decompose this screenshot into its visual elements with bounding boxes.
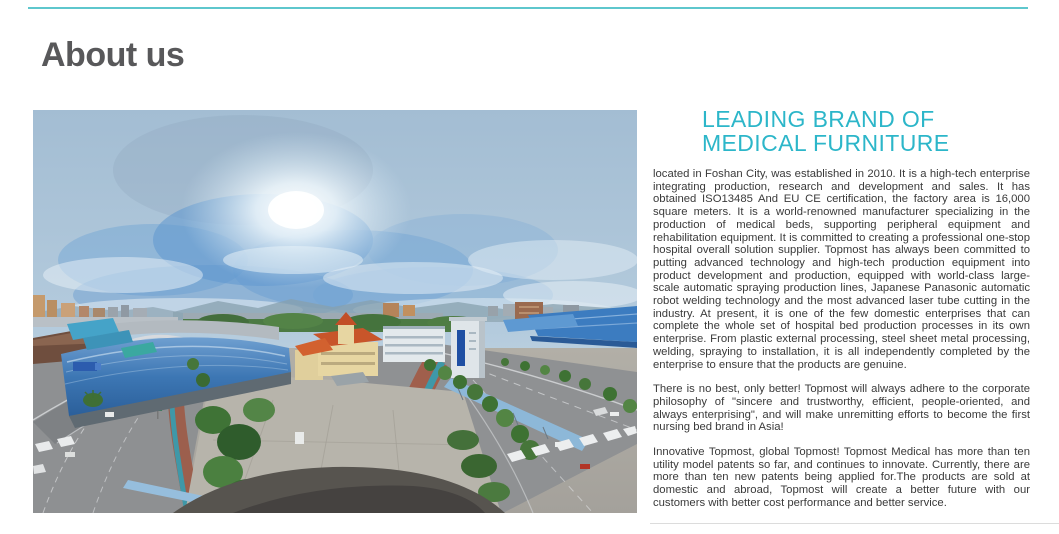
about-paragraph: Innovative Topmost, global Topmost! Topmost Medical has more than ten utility model patents so far, and continues to innovate. Currently, there are more than ten new patents being applied for.The products are sold at domestic and abroad, Topmost will create a better future with our customers with better cost performance and better service. — [653, 446, 1030, 509]
bottom-divider — [650, 523, 1059, 524]
top-divider — [28, 7, 1028, 9]
factory-panorama-image — [33, 110, 637, 513]
about-paragraph: There is no best, only better! Topmost will always adhere to the corporate philosophy of "sincere and trustworthy, efficient, people-oriented, and always enterprising", and will make unremitting efforts to become the first nursing bed brand in Asia! — [653, 383, 1030, 434]
about-paragraph: located in Foshan City, was established in 2010. It is a high-tech enterprise integrating production, research and development and sales. It has obtained ISO13485 And EU CE certification, the factory area is 16,000 square meters. It is a world-renowned manufacturer specializing in the production of medical beds, supporting peripheral equipment and rehabilitation equipment. It is committed to creating a professional one-stop hospital overall solution supplier. Topmost has always been committed to putting advanced technology and high-tech production equipment into product development and production, equipped with world-class large-scale automatic spraying production lines, Japanese Panasonic automatic robot welding technology and the most advanced laser tube cutting in the industry. At present, it is one of the few domestic enterprises that can complete the whole set of hospital bed production processes in its own enterprise. From plastic external processing, steel sheet metal processing, welding, spraying to installation, it is all independently completed by the enterprise to ensure that the products are genuine. — [653, 168, 1030, 371]
factory-panorama-illustration — [33, 110, 637, 513]
about-content — [653, 107, 1030, 510]
section-heading — [702, 107, 1030, 155]
page-title: About us — [41, 36, 185, 74]
section-heading-line2: MEDICAL FURNITURE — [702, 130, 950, 156]
section-heading-line1: LEADING BRAND OF — [702, 106, 935, 132]
